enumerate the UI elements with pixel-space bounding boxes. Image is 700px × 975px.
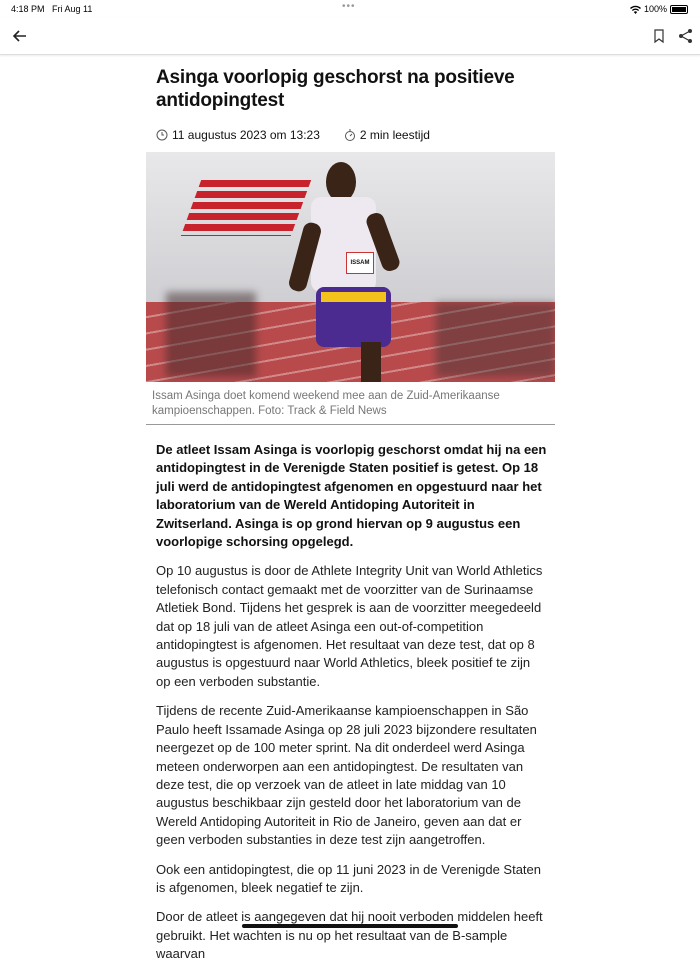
brand-logo <box>181 180 311 236</box>
reading-time: 2 min leestijd <box>359 128 430 142</box>
article-body <box>156 441 548 975</box>
clock-icon <box>156 129 168 141</box>
lede-paragraph: De atleet Issam Asinga is voorlopig geschorst omdat hij na een antidopingtest in de Verenigde Staten positief is getest. Op 18 juli werd de antidopingtest afgenomen en opgestuurd naar het laboratorium van de Wereld Antidoping Autoriteit in Zwitserland. Asinga is op grond hiervan op 9 augustus een voorlopige schorsing opgelegd. <box>156 442 547 550</box>
arrow-left-icon <box>10 26 30 46</box>
race-bib: ISSAM <box>346 252 374 274</box>
bookmark-button[interactable] <box>649 26 669 46</box>
status-time: 4:18 PM Fri Aug 11 <box>11 4 93 14</box>
battery-icon <box>670 5 688 14</box>
article-header <box>156 66 548 142</box>
multitasking-dots-icon[interactable]: ••• <box>342 1 356 12</box>
wifi-icon <box>630 5 641 14</box>
paragraph: Door de atleet is aangegeven dat hij nooit verboden middelen heeft gebruikt. Het wachten is nu op het resultaat van de B-sample waarvan <box>156 909 543 962</box>
bookmark-icon <box>649 26 669 46</box>
battery-percent: 100% <box>643 4 667 14</box>
share-button[interactable] <box>676 26 696 46</box>
paragraph: Op 10 augustus is door de Athlete Integrity Unit van World Athletics telefonisch contact gemaakt met de voorzitter van de Surinaamse Atletiek Bond. Tijdens het gesprek is aan de voorzitter meegedeeld dat op 18 juli van de atleet Asinga een out-of-competition antidopingtest is afgenomen. Het resultaat van deze test, dat op 8 augustus is opgestuurd naar World Athletics, bleek positief te zijn op een verboden substantie. <box>156 563 543 689</box>
paragraph: Ook een antidopingtest, die op 11 juni 2023 in de Verenigde Staten is afgenomen, bleek negatief te zijn. <box>156 861 541 895</box>
status-bar <box>0 0 700 18</box>
photo-caption: Issam Asinga doet komend weekend mee aan de Zuid-Amerikaanse kampioenschappen. Foto: Track & Field News <box>152 390 500 417</box>
stopwatch-icon <box>344 129 356 141</box>
article-title: Asinga voorlopig geschorst na positieve antidopingtest <box>156 67 515 111</box>
home-indicator[interactable] <box>242 924 458 928</box>
paragraph: Tijdens de recente Zuid-Amerikaanse kampioenschappen in São Paulo heeft Issamade Asinga op 28 juli 2023 bijzondere resultaten neergezet op de 100 meter sprint. Na dit onderdeel werd Asinga meteen onderworpen aan een antidopingtest. De resultaten van deze test, die op verzoek van de atleet in late middag van 10 augustus beschikbaar zijn gesteld door het laboratorium van de Wereld Antidoping Autoriteit in Rio de Janeiro, geven aan dat er geen verboden substanties in deze test zijn aangetroffen. <box>156 703 537 848</box>
publish-date: 11 augustus 2023 om 13:23 <box>172 128 320 142</box>
divider <box>146 424 555 425</box>
top-toolbar <box>0 18 700 55</box>
back-button[interactable] <box>10 26 30 46</box>
article-photo <box>146 152 555 382</box>
share-icon <box>676 26 696 46</box>
